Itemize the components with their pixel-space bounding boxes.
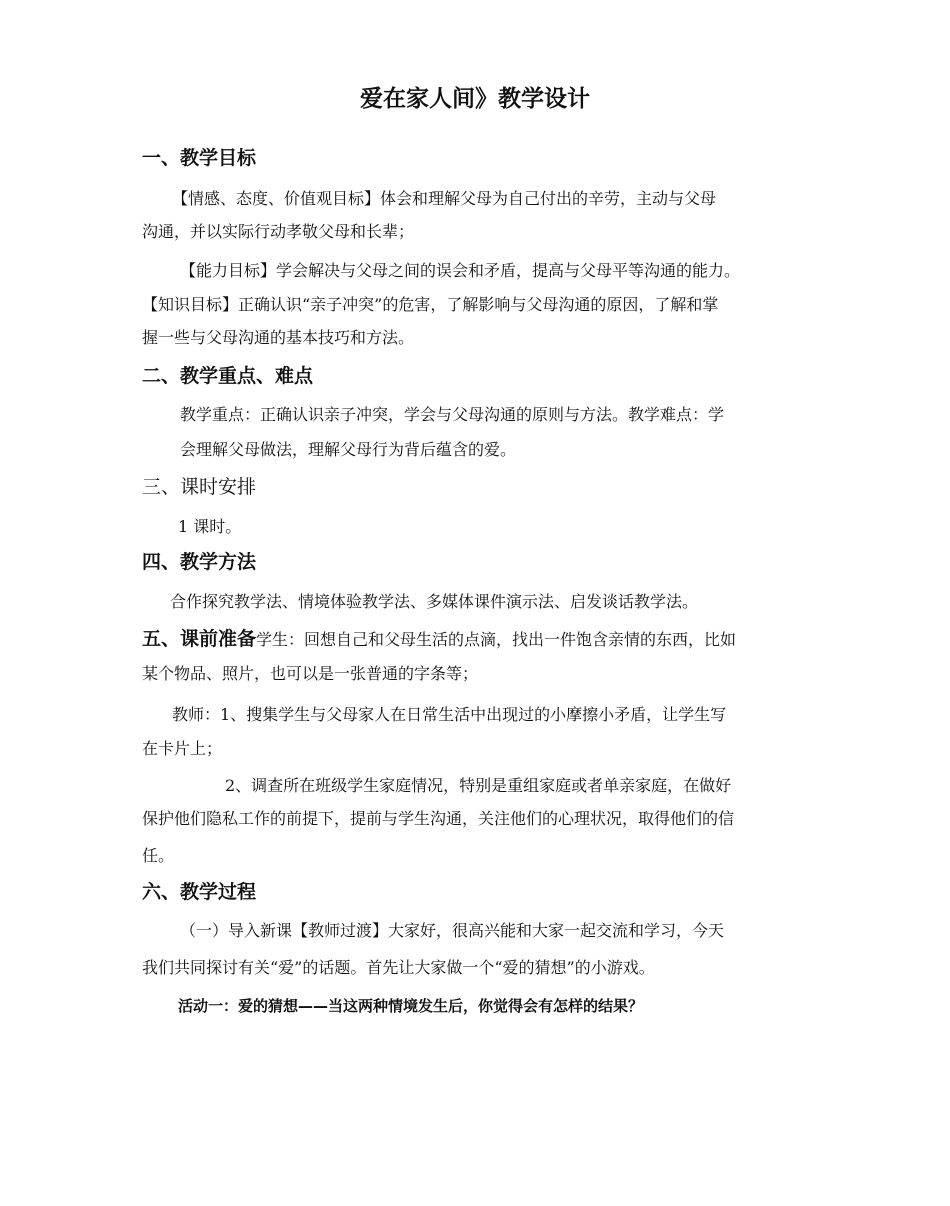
goal-emotion-line1: 【情感、态度、价值观目标】体会和理解父母为自己付出的辛劳，主动与父母 xyxy=(172,189,717,208)
goal-ability: 【能力目标】学会解决与父母之间的误会和矛盾，提高与父母平等沟通的能力。 xyxy=(180,261,741,280)
preparation-teacher1-line1: 教师：1、搜集学生与父母家人在日常生活中出现过的小摩擦小矛盾，让学生写 xyxy=(172,705,727,724)
preparation-teacher2-line3: 任。 xyxy=(142,846,175,865)
section-heading-teaching-goals: 一、教学目标 xyxy=(142,147,257,169)
section-heading-process: 六、教学过程 xyxy=(142,881,257,903)
section-heading-key-points: 二、教学重点、难点 xyxy=(142,365,314,387)
preparation-teacher1-line2: 在卡片上； xyxy=(142,739,223,758)
goal-knowledge-line1: 【知识目标】正确认识“亲子冲突”的危害，了解影响与父母沟通的原因，了解和掌 xyxy=(142,295,719,314)
key-points-line1: 教学重点：正确认识亲子冲突，学会与父母沟通的原则与方法。教学难点：学 xyxy=(180,405,725,424)
schedule-text: 1 课时。 xyxy=(178,517,242,536)
key-points-line2: 会理解父母做法，理解父母行为背后蕴含的爱。 xyxy=(180,440,517,459)
preparation-teacher2-line2: 保护他们隐私工作的前提下，提前与学生沟通，关注他们的心理状况，取得他们的信 xyxy=(142,809,735,828)
preparation-student-line1: 学生：回想自己和父母生活的点滴，找出一件饱含亲情的东西，比如 xyxy=(256,630,737,649)
process-intro-line2: 我们共同探讨有关“爱”的话题。首先让大家做一个“爱的猜想”的小游戏。 xyxy=(142,958,655,977)
section-heading-schedule: 三、课时安排 xyxy=(142,476,257,498)
activity-one-prompt: 活动一：爱的猜想——当这两种情境发生后，你觉得会有怎样的结果？ xyxy=(178,997,644,1015)
preparation-student-line2: 某个物品、照片，也可以是一张普通的字条等； xyxy=(142,664,479,683)
section-heading-preparation: 五、课前准备 xyxy=(142,628,257,650)
preparation-teacher2-line1: 2、调查所在班级学生家庭情况，特别是重组家庭或者单亲家庭，在做好 xyxy=(225,776,732,795)
goal-knowledge-line2: 握一些与父母沟通的基本技巧和方法。 xyxy=(142,328,415,347)
document-title: 爱在家人间》教学设计 xyxy=(360,86,590,112)
section-heading-methods: 四、教学方法 xyxy=(142,551,257,573)
process-intro-line1: （一）导入新课【教师过渡】大家好，很高兴能和大家一起交流和学习，今天 xyxy=(180,921,725,940)
goal-emotion-line2: 沟通，并以实际行动孝敬父母和长辈； xyxy=(142,222,415,241)
preparation-paragraph xyxy=(142,624,736,651)
methods-text: 合作探究教学法、情境体验教学法、多媒体课件演示法、启发谈话教学法。 xyxy=(170,592,699,611)
